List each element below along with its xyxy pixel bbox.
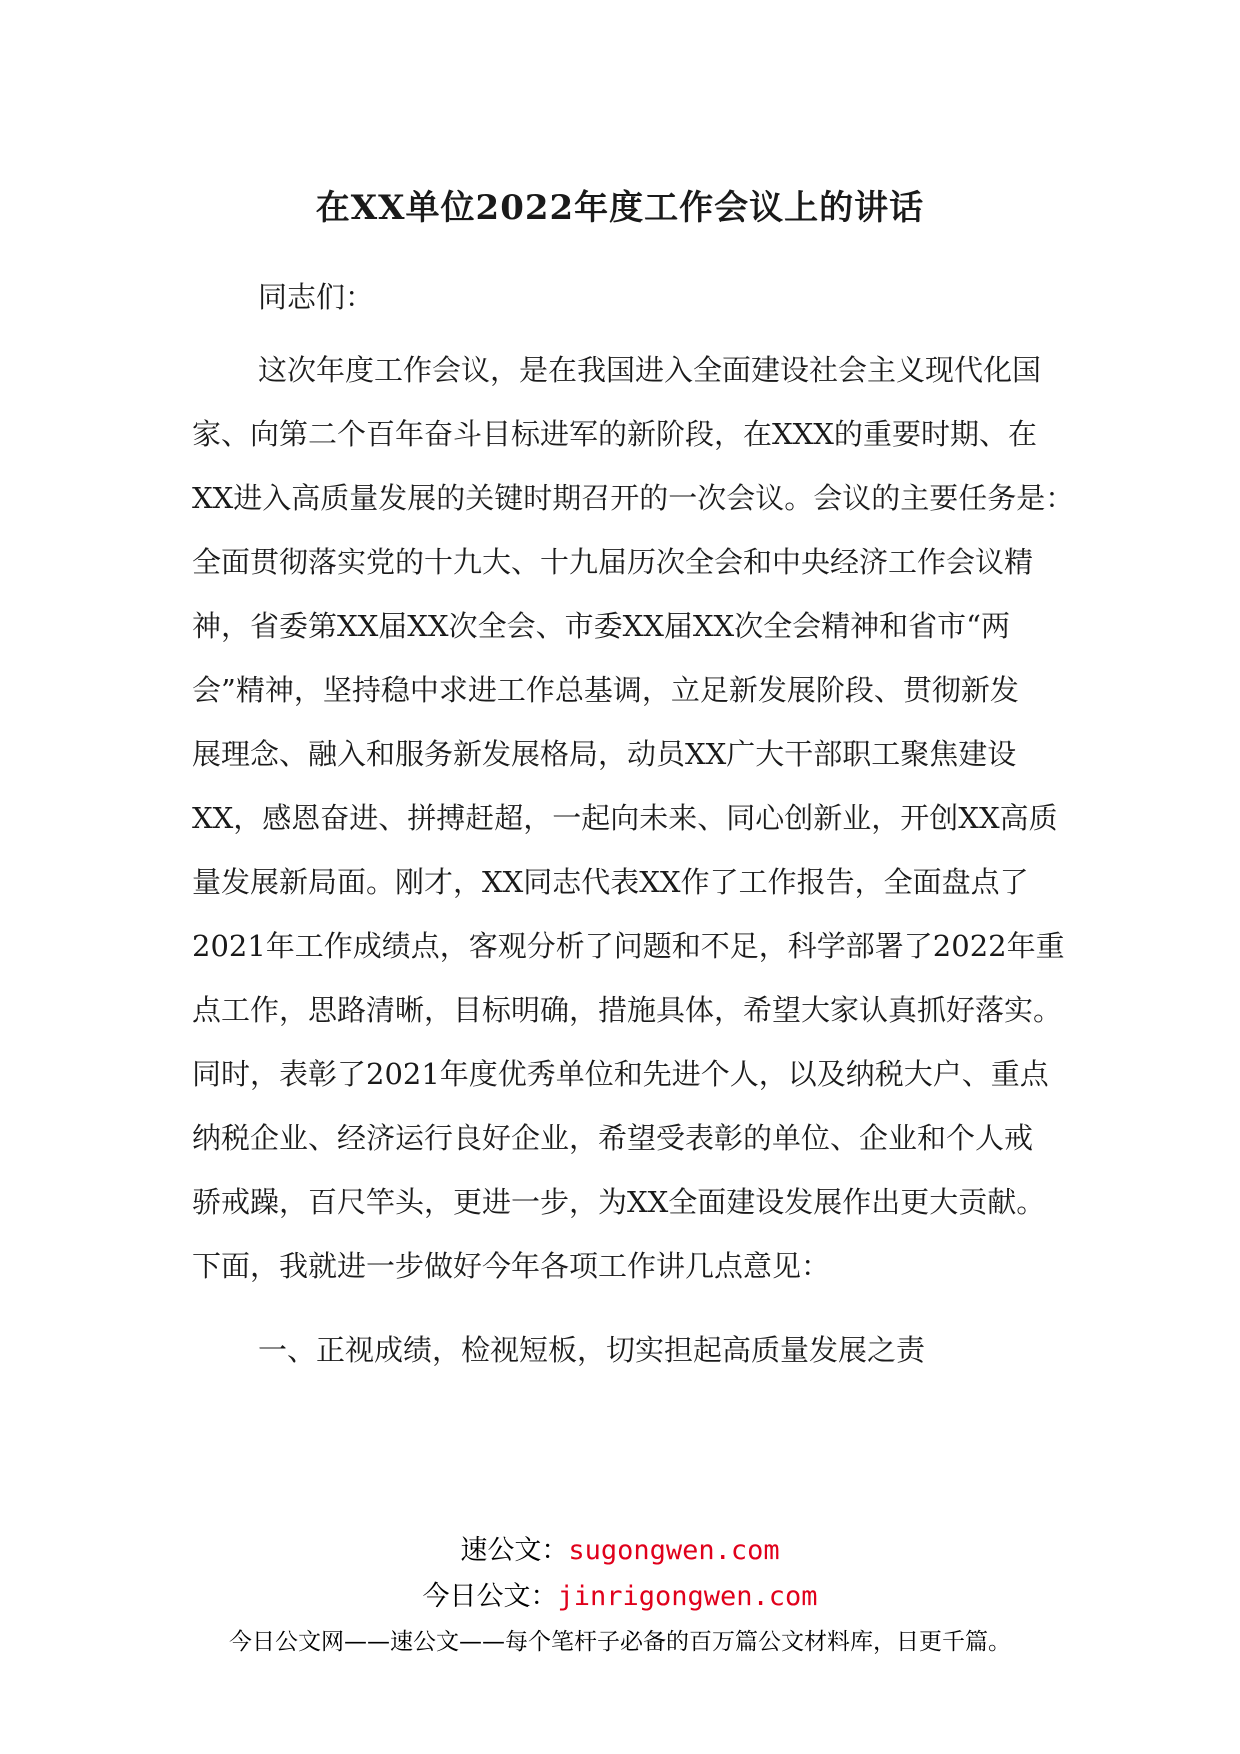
- footer-link-jinrigongwen[interactable]: jinrigongwen.com: [557, 1581, 818, 1612]
- paragraph-line: 下面，我就进一步做好今年各项工作讲几点意见：: [192, 1249, 831, 1283]
- footer-slogan: 今日公文网——速公文——每个笔杆子必备的百万篇公文材料库，日更千篇。: [229, 1629, 1011, 1655]
- footer-link-sugongwen[interactable]: sugongwen.com: [568, 1535, 780, 1566]
- paragraph-line: 点工作，思路清晰，目标明确，措施具体，希望大家认真抓好落实。: [192, 993, 1063, 1027]
- paragraph-line: 同时，表彰了2021年度优秀单位和先进个人，以及纳税大户、重点: [192, 1057, 1049, 1091]
- paragraph-line: XX进入高质量发展的关键时期召开的一次会议。会议的主要任务是：: [192, 481, 1075, 515]
- footer-label: 今日公文：: [422, 1581, 558, 1612]
- paragraph-line: 会”精神，坚持稳中求进工作总基调，立足新发展阶段、贯彻新发: [192, 673, 1019, 707]
- paragraph-line: 神，省委第XX届XX次全会、市委XX届XX次全会精神和省市“两: [192, 609, 1010, 643]
- salutation: 同志们：: [258, 280, 375, 314]
- paragraph-line: 骄戒躁，百尺竿头，更进一步，为XX全面建设发展作出更大贡献。: [192, 1185, 1046, 1219]
- paragraph-line: 全面贯彻落实党的十九大、十九届历次全会和中央经济工作会议精: [192, 545, 1034, 579]
- paragraph-line: 展理念、融入和服务新发展格局，动员XX广大干部职工聚焦建设: [192, 737, 1017, 771]
- paragraph-line: 纳税企业、经济运行良好企业，希望受表彰的单位、企业和个人戒: [192, 1121, 1034, 1155]
- section-heading: 一、正视成绩，检视短板，切实担起高质量发展之责: [258, 1333, 926, 1367]
- footer-line-jinrigongwen: [0, 1574, 1240, 1613]
- footer-line-sugongwen: [0, 1528, 1240, 1567]
- paragraph-line: 2021年工作成绩点，客观分析了问题和不足，科学部署了2022年重: [192, 929, 1065, 963]
- footer-label: 速公文：: [460, 1535, 569, 1566]
- body-paragraph: [192, 353, 1075, 1330]
- page-title: 在XX单位2022年度工作会议上的讲话: [315, 188, 925, 228]
- paragraph-line: 量发展新局面。刚才，XX同志代表XX作了工作报告，全面盘点了: [192, 865, 1029, 899]
- paragraph-line: 家、向第二个百年奋斗目标进军的新阶段，在XXX的重要时期、在: [192, 417, 1037, 451]
- paragraph-line: 这次年度工作会议，是在我国进入全面建设社会主义现代化国: [258, 353, 1042, 387]
- paragraph-line: XX，感恩奋进、拼搏赶超，一起向未来、同心创新业，开创XX高质: [192, 801, 1058, 835]
